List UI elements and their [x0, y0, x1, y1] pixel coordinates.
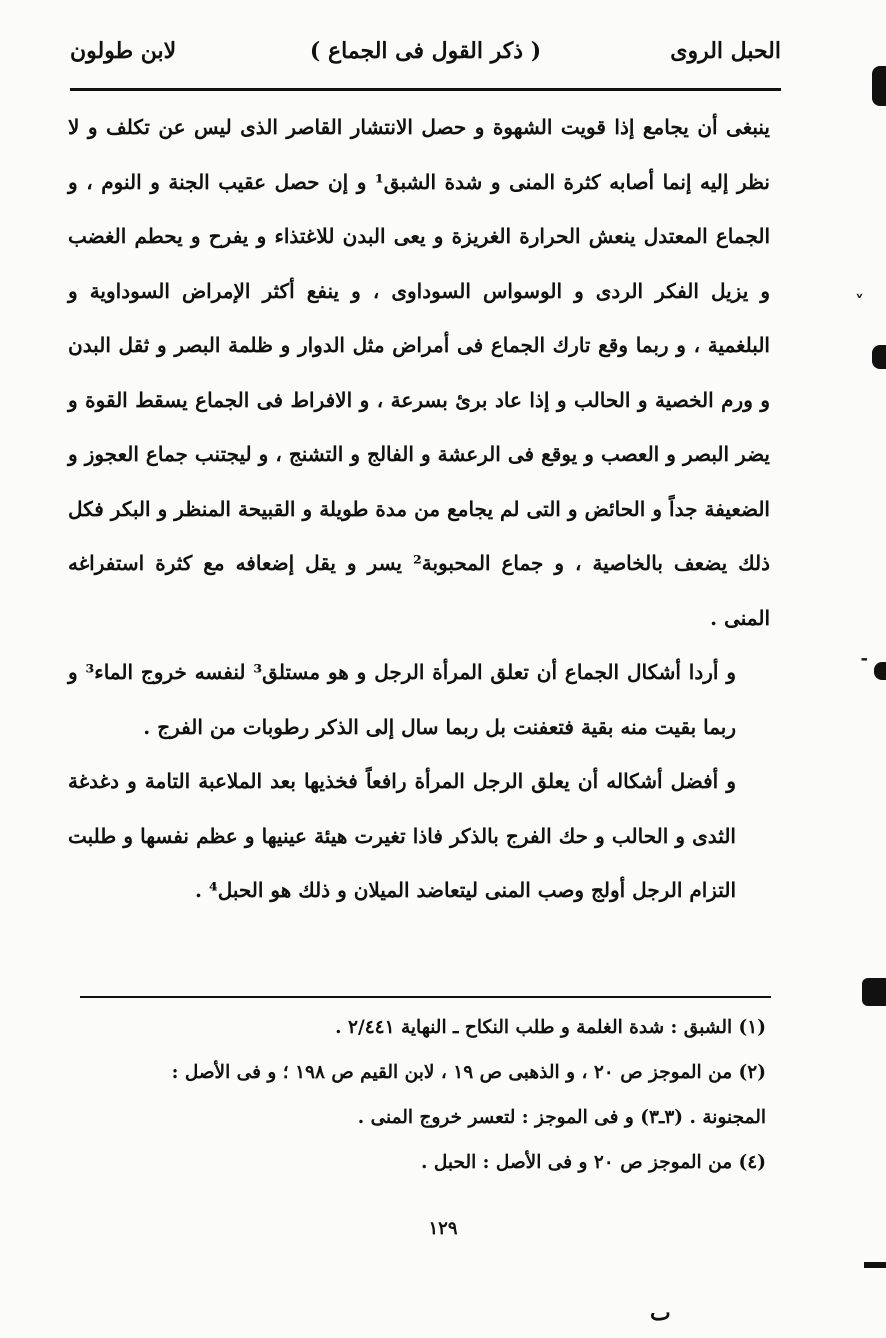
scan-mark: [862, 978, 886, 1006]
header-chapter-title: ( ذكر القول فى الجماع ): [309, 38, 542, 64]
header-book-title: الحبل الروى: [670, 38, 781, 64]
footnote-4: (٤) من الموجز ص ٢٠ و فى الأصل : الحبل .: [421, 1152, 766, 1173]
scan-mark: [872, 66, 886, 106]
paragraph-2: و أردا أشكال الجماع أن تعلق المرأة الرجل و هو مستلق³ لنفسه خروج الماء³ و ربما بقيت منه بقية فتعفنت بل ربما سال إلى الذكر رطوبات من الفرج .: [68, 660, 736, 739]
main-text: [68, 100, 770, 918]
scan-mark: [874, 662, 886, 680]
footnote-rule: [80, 996, 771, 998]
footnote-2-continued: المجنونة . (٣ـ٣) و فى الموجز : لتعسر خروج المنى .: [357, 1107, 766, 1128]
page-number: ١٢٩: [428, 1218, 458, 1239]
paragraph-3: و أفضل أشكاله أن يعلق الرجل المرأة رافعاً فخذيها بعد الملاعبة التامة و دغدغة الثدى و الحالب و حك الفرج بالذكر فاذا تغيرت هيئة عينيها و عظم نفسها و طلبت التزام الرجل أولج وصب المنى ليتعاضد الميلان و ذلك هو الحبل⁴ .: [68, 769, 736, 902]
scan-tick-mark: -: [860, 648, 868, 669]
scan-tick-mark: ˅: [855, 292, 864, 313]
running-header: [70, 38, 781, 80]
footnote-2: (٢) من الموجز ص ٢٠ ، و الذهبى ص ١٩ ، لابن القيم ص ١٩٨ ؛ و فى الأصل :: [171, 1062, 766, 1083]
footnote-1: (١) الشبق : شدة الغلمة و طلب النكاح ـ النهاية ٢/٤٤١ .: [335, 1017, 766, 1038]
scan-mark: [864, 1262, 886, 1268]
header-author: لابن طولون: [70, 38, 177, 64]
scan-mark: [872, 345, 886, 369]
scan-tick-mark: ٮ: [650, 1300, 671, 1326]
header-rule: [70, 88, 781, 91]
paragraph-1: ينبغى أن يجامع إذا قويت الشهوة و حصل الانتشار القاصر الذى ليس عن تكلف و لا نظر إليه إنما أصابه كثرة المنى و شدة الشبق¹ و إن حصل عقيب الجنة و النوم ، و الجماع المعتدل ينعش الحرارة الغريزة و يعى البدن للاغتذاء و يفرح و يحطم الغضب و يزيل الفكر الردى و الوسواس السوداوى ، و ينفع أكثر الإمراض السوداوية و البلغمية ، و ربما وقع تارك الجماع فى أمراض مثل الدوار و ظلمة البصر و ثقل البدن و ورم الخصية و الحالب و إذا عاد برئ بسرعة ، و الافراط فى الجماع يسقط القوة و يضر البصر و العصب و يوقع فى الرعشة و الفالج و التشنج ، و ليجتنب جماع العجوز و الضعيفة جداً و الحائض و التى لم يجامع من مدة طويلة و القبيحة المنظر و البكر فكل ذلك يضعف بالخاصية ، و جماع المحبوبة² يسر و يقل إضعافه مع كثرة استفراغه المنى .: [68, 115, 770, 630]
footnotes: [68, 1005, 766, 1185]
